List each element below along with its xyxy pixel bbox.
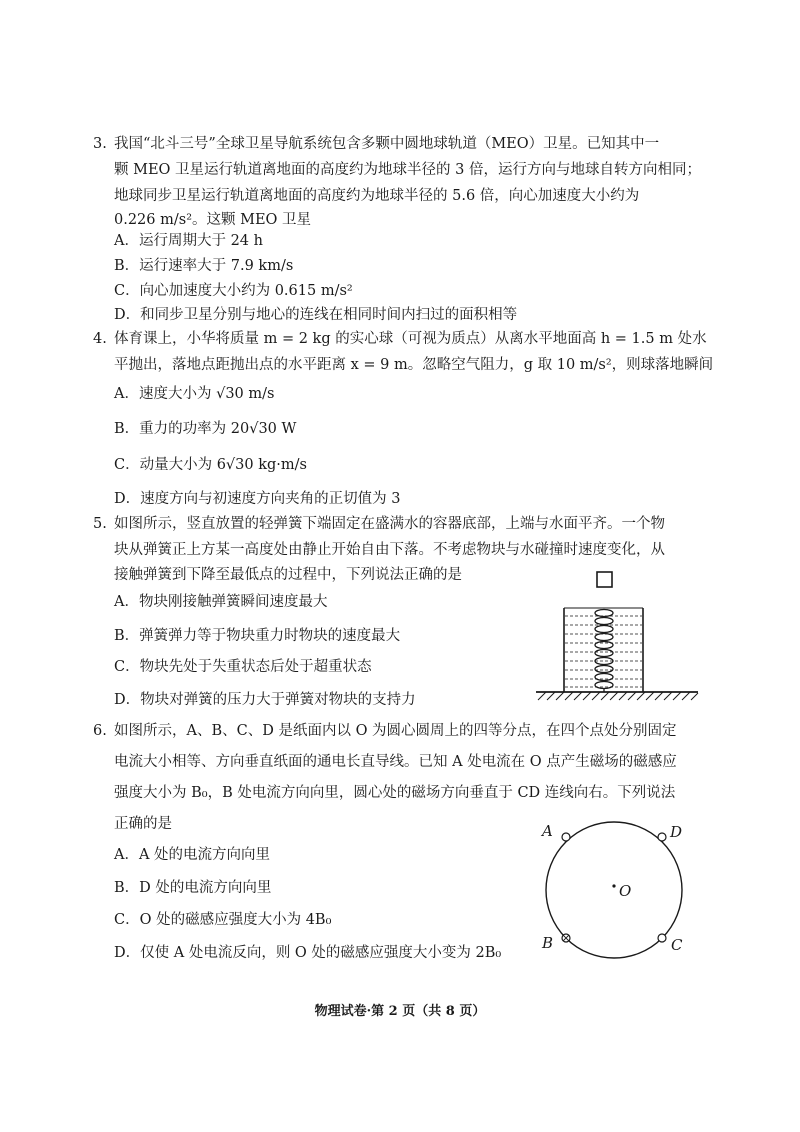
option-d: D．速度方向与初速度方向夹角的正切值为 3 (114, 491, 401, 507)
option-d: D．和同步卫星分别与地心的连线在相同时间内扫过的面积相等 (114, 307, 518, 323)
wire-point-a (562, 833, 570, 841)
question-text-line: 强度大小为 B₀，B 处电流方向向里，圆心处的磁场方向垂直于 CD 连线向右。下列说法 (114, 785, 676, 801)
circle-wires-figure (530, 815, 700, 965)
question-text-line: 我国“北斗三号”全球卫星导航系统包含多颗中圆地球轨道（MEO）卫星。已知其中一 (114, 136, 660, 152)
question-text-line: 如图所示，竖直放置的轻弹簧下端固定在盛满水的容器底部，上端与水面平齐。一个物 (114, 516, 665, 532)
question-number: 5. (93, 516, 107, 532)
label-b: B (542, 934, 554, 952)
option-a: A．物块刚接触弹簧瞬间速度最大 (114, 594, 328, 610)
question-text-line: 块从弹簧正上方某一高度处由静止开始自由下落。不考虑物块与水碰撞时速度变化，从 (114, 542, 665, 558)
page-footer: 物理试卷·第 2 页（共 8 页） (314, 1004, 486, 1019)
option-b: B．运行速率大于 7.9 km/s (114, 258, 294, 274)
option-d: D．仅使 A 处电流反向，则 O 处的磁感应强度大小变为 2B₀ (114, 945, 502, 961)
question-text-line: 0.226 m/s²。这颗 MEO 卫星 (114, 212, 312, 228)
label-o: O (619, 882, 632, 900)
center-dot (612, 884, 615, 887)
option-b: B．弹簧弹力等于物块重力时物块的速度最大 (114, 628, 401, 644)
option-c: C．动量大小为 6√30 kg·m/s (114, 457, 307, 473)
option-c: C．O 处的磁感应强度大小为 4B₀ (114, 912, 332, 928)
option-b: B．D 处的电流方向向里 (114, 880, 272, 896)
option-c: C．物块先处于失重状态后处于超重状态 (114, 659, 372, 675)
option-b: B．重力的功率为 20√30 W (114, 421, 297, 437)
question-text-line: 平抛出，落地点距抛出点的水平距离 x = 9 m。忽略空气阻力，g 取 10 m/s²，则球落地瞬间 (114, 357, 714, 373)
question-text-line: 接触弹簧到下降至最低点的过程中，下列说法正确的是 (114, 567, 462, 583)
question-text-line: 颗 MEO 卫星运行轨道离地面的高度约为地球半径的 3 倍，运行方向与地球自转方向相同； (114, 162, 701, 178)
question-text-line: 地球同步卫星运行轨道离地面的高度约为地球半径的 5.6 倍，向心加速度大小约为 (114, 188, 640, 204)
label-a: A (542, 822, 553, 840)
spring (595, 610, 613, 693)
question-text-line: 正确的是 (114, 816, 172, 832)
question-number: 3. (93, 136, 107, 152)
ground-hatching (536, 692, 698, 700)
question-text-line: 体育课上，小华将质量 m = 2 kg 的实心球（可视为质点）从离水平地面高 h = 1.5 m 处水 (114, 331, 707, 347)
option-d: D．物块对弹簧的压力大于弹簧对物块的支持力 (114, 692, 416, 708)
option-a: A．运行周期大于 24 h (114, 233, 263, 249)
question-number: 6. (93, 723, 107, 739)
question-text-line: 电流大小相等、方向垂直纸面的通电长直导线。已知 A 处电流在 O 点产生磁场的磁感应 (114, 754, 677, 770)
wire-point-d (658, 833, 666, 841)
question-text-line: 如图所示，A、B、C、D 是纸面内以 O 为圆心圆周上的四等分点，在四个点处分别固定 (114, 723, 677, 739)
option-c: C．向心加速度大小约为 0.615 m/s² (114, 283, 353, 299)
falling-block (597, 572, 612, 587)
question-number: 4. (93, 331, 107, 347)
wire-point-b (562, 934, 570, 942)
label-d: D (670, 823, 683, 841)
option-a: A．速度大小为 √30 m/s (114, 386, 275, 402)
label-c: C (671, 936, 683, 954)
option-a: A．A 处的电流方向向里 (114, 847, 271, 863)
spring-container-figure (530, 565, 710, 715)
wire-point-c (658, 934, 666, 942)
